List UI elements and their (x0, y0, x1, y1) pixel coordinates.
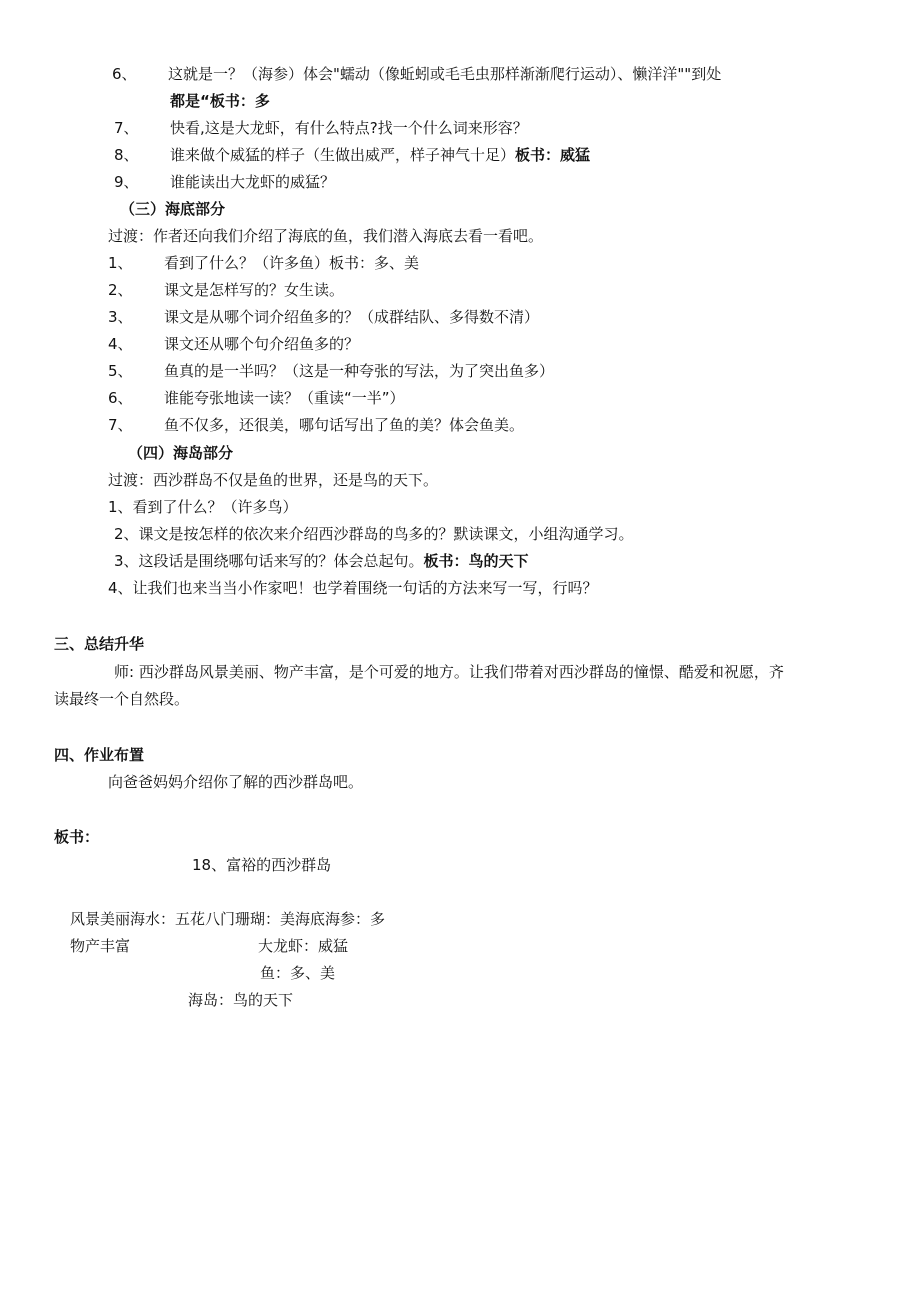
island-item-1: 1、看到了什么？（许多鸟） (108, 498, 298, 516)
homework-text: 向爸爸妈妈介绍你了解的西沙群岛吧。 (108, 773, 364, 791)
section-seabed-transition: 过渡：作者还向我们介绍了海底的鱼，我们潜入海底去看一看吧。 (108, 227, 544, 245)
blackboard-row-4: 海岛：鸟的天下 (188, 991, 294, 1009)
island-item-4: 4、让我们也来当当小作家吧！也学着围绕一句话的方法来写一写，行吗？ (108, 579, 598, 597)
seabed-item (108, 307, 539, 327)
seabed-item-number: 4、 (108, 335, 133, 353)
item-7-text: 快看,这是大龙虾，有什么特点?找一个什么词来形容？ (170, 119, 528, 137)
item-6-number: 6、 (112, 65, 137, 83)
section-seabed-heading: （三）海底部分 (120, 200, 226, 218)
island-item-3-board-note: 板书：鸟的天下 (423, 552, 529, 570)
seabed-item-number: 6、 (108, 389, 133, 407)
island-item-3-text: 3、这段话是围绕哪句话来写的？体会总起句。 (114, 552, 424, 570)
seabed-item-text: 鱼不仅多，还很美，哪句话写出了鱼的美？体会鱼美。 (164, 416, 525, 434)
seabed-item-number: 2、 (108, 281, 133, 299)
seabed-item (108, 415, 524, 435)
item-8-text: 谁来做个威猛的样子（生做出威严，样子神气十足） (170, 146, 516, 164)
item-9-number: 9、 (114, 173, 139, 191)
summary-paragraph-line-1: 师: 西沙群岛风景美丽、物产丰富，是个可爱的地方。让我们带着对西沙群岛的憧憬、酷爱和祝愿，齐 (114, 663, 784, 681)
seabed-item (108, 253, 419, 273)
item-8 (114, 145, 590, 165)
homework-heading: 四、作业布置 (54, 746, 145, 764)
seabed-item-text: 看到了什么？（许多鱼）板书：多、美 (164, 254, 420, 272)
blackboard-heading: 板书： (54, 828, 100, 846)
section-island-heading: （四）海岛部分 (128, 444, 234, 462)
seabed-item-text: 谁能夸张地读一读？（重读“一半”） (164, 389, 405, 407)
item-7 (114, 118, 528, 138)
summary-heading: 三、总结升华 (54, 635, 145, 653)
island-item-2: 2、课文是按怎样的依次来介绍西沙群岛的鸟多的？默读课文，小组沟通学习。 (114, 525, 634, 543)
seabed-item-text: 课文是从哪个词介绍鱼多的？（成群结队、多得数不清） (164, 308, 540, 326)
seabed-item (108, 361, 554, 381)
blackboard-row-1: 风景美丽海水：五花八门珊瑚：美海底海参：多 (70, 910, 386, 928)
seabed-item (108, 280, 344, 300)
blackboard-row-2-left: 物产丰富 (70, 937, 131, 955)
blackboard-row-3: 鱼：多、美 (260, 964, 336, 982)
item-6 (112, 64, 721, 84)
item-6-text: 这就是一？（海参）体会"蠕动（像蚯蚓或毛毛虫那样渐渐爬行运动）、懒洋洋""到处 (168, 65, 722, 83)
seabed-item-number: 3、 (108, 308, 133, 326)
blackboard-row-2-right: 大龙虾：威猛 (258, 937, 349, 955)
seabed-item-number: 1、 (108, 254, 133, 272)
seabed-item-number: 7、 (108, 416, 133, 434)
seabed-item-text: 课文是怎样写的？女生读。 (164, 281, 345, 299)
seabed-item-text: 鱼真的是一半吗？（这是一种夸张的写法，为了突出鱼多） (164, 362, 555, 380)
island-item-3 (114, 551, 529, 571)
summary-paragraph-line-2: 读最终一个自然段。 (54, 690, 190, 708)
item-6-continuation: 都是“板书：多 (170, 92, 270, 110)
item-9 (114, 172, 335, 192)
seabed-item-text: 课文还从哪个句介绍鱼多的？ (164, 335, 360, 353)
item-8-number: 8、 (114, 146, 139, 164)
seabed-item (108, 388, 405, 408)
item-9-text: 谁能读出大龙虾的威猛？ (170, 173, 336, 191)
section-island-transition: 过渡：西沙群岛不仅是鱼的世界，还是鸟的天下。 (108, 471, 439, 489)
item-7-number: 7、 (114, 119, 139, 137)
blackboard-title: 18、富裕的西沙群岛 (192, 856, 332, 874)
seabed-item-number: 5、 (108, 362, 133, 380)
seabed-item (108, 334, 359, 354)
item-8-board-note: 板书：威猛 (515, 146, 591, 164)
